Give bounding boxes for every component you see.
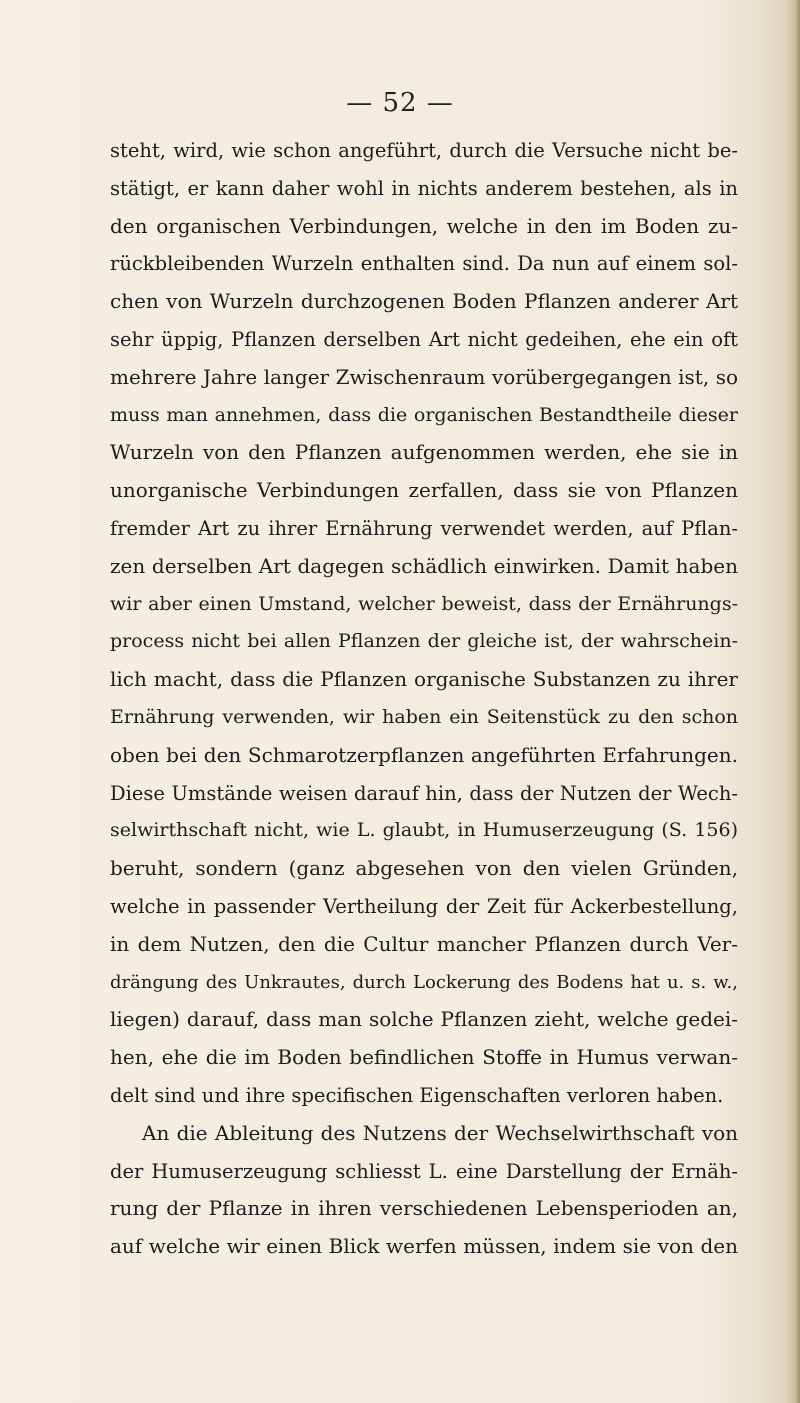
- text-line: wir aber einen Umstand, welcher beweist, dass der Ernährungs-: [110, 592, 738, 615]
- text-line: rung der Pflanze in ihren verschiedenen Lebensperioden an,: [110, 1196, 738, 1221]
- text-line: lich macht, dass die Pflanzen organische Substanzen zu ihrer: [110, 667, 738, 692]
- text-line: der Humuserzeugung schliesst L. eine Darstellung der Ernäh-: [110, 1159, 738, 1183]
- page-edge-shadow: [786, 0, 800, 1403]
- text-line: zen derselben Art dagegen schädlich einwirken. Damit haben: [110, 553, 738, 578]
- text-line: stätigt, er kann daher wohl in nichts anderem bestehen, als in: [110, 176, 738, 200]
- text-line: fremder Art zu ihrer Ernährung verwendet werden, auf Pflan-: [110, 516, 738, 540]
- text-line: sehr üppig, Pflanzen derselben Art nicht gedeihen, ehe ein oft: [110, 327, 738, 351]
- text-line: auf welche wir einen Blick werfen müssen, indem sie von den: [110, 1234, 738, 1259]
- text-line: chen von Wurzeln durchzogenen Boden Pflanzen anderer Art: [110, 289, 738, 314]
- text-line: Diese Umstände weisen darauf hin, dass der Nutzen der Wech-: [110, 781, 738, 805]
- text-line: Wurzeln von den Pflanzen aufgenommen werden, ehe sie in: [110, 440, 738, 465]
- text-line: selwirthschaft nicht, wie L. glaubt, in Humuserzeugung (S. 156): [110, 819, 738, 842]
- text-line: oben bei den Schmarotzerpflanzen angeführten Erfahrungen.: [110, 742, 738, 767]
- text-line: An die Ableitung des Nutzens der Wechselwirthschaft von: [142, 1120, 738, 1145]
- text-line: liegen) darauf, dass man solche Pflanzen zieht, welche gedei-: [110, 1007, 738, 1032]
- text-line: steht, wird, wie schon angeführt, durch die Versuche nicht be-: [110, 139, 738, 162]
- body-text: [110, 132, 738, 1266]
- text-line: den organischen Verbindungen, welche in den im Boden zu-: [110, 213, 738, 238]
- text-line: beruht, sondern (ganz abgesehen von den vielen Gründen,: [110, 856, 738, 881]
- text-line: process nicht bei allen Pflanzen der gleiche ist, der wahrschein-: [110, 630, 738, 653]
- text-line: rückbleibenden Wurzeln enthalten sind. Da nun auf einem sol-: [110, 252, 738, 276]
- text-line: Ernährung verwenden, wir haben ein Seitenstück zu den schon: [110, 705, 738, 728]
- text-line: mehrere Jahre langer Zwischenraum vorübergegangen ist, so: [110, 364, 738, 389]
- text-line: delt sind und ihre specifischen Eigenschaften verloren haben.: [110, 1083, 724, 1107]
- text-line: welche in passender Vertheilung der Zeit für Ackerbestellung,: [110, 894, 738, 918]
- text-line: in dem Nutzen, den die Cultur mancher Pflanzen durch Ver-: [110, 931, 738, 956]
- page-number: — 52 —: [346, 88, 454, 118]
- text-line: drängung des Unkrautes, durch Lockerung des Bodens hat u. s. w.,: [110, 971, 738, 993]
- text-line: hen, ehe die im Boden befindlichen Stoffe in Humus verwan-: [110, 1045, 738, 1070]
- text-line: muss man annehmen, dass die organischen Bestandtheile dieser: [110, 403, 738, 426]
- text-line: unorganische Verbindungen zerfallen, dass sie von Pflanzen: [110, 478, 738, 503]
